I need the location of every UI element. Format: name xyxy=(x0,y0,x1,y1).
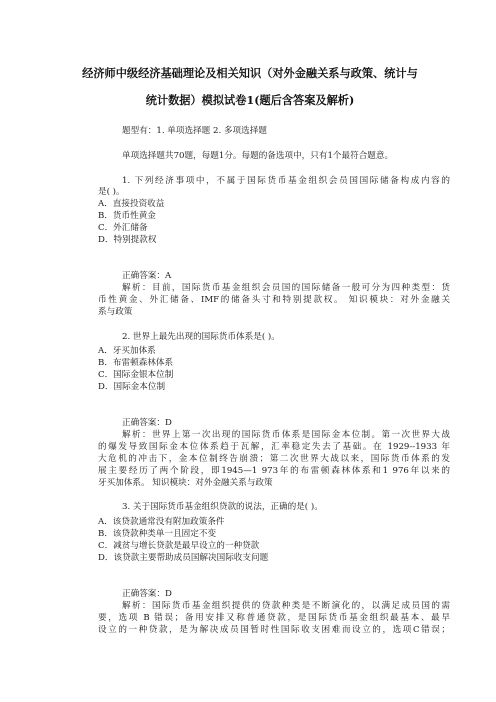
question-types: 题型有：1. 单项选择题 2. 多项选择题 xyxy=(122,126,267,136)
q1-option-c: C．外汇储备 xyxy=(98,223,148,233)
q2-analysis-line-2: 的爆发导致国际金本位体系趋于瓦解，汇率稳定失去了基础。在 1929--1933 年 xyxy=(98,442,450,452)
q3-option-d: D．该贷款主要帮助成员国解决国际收支问题 xyxy=(98,553,269,563)
q2-option-b: B．布雷顿森林体系 xyxy=(98,358,174,368)
q1-stem-line-2: 是( )。 xyxy=(98,187,125,197)
q3-option-b: B．该贷款种类单一且固定不变 xyxy=(98,529,217,539)
q2-analysis-line-1: 解析：世界上第一次出现的国际货币体系是国际金本位制。第一次世界大战 xyxy=(122,430,450,440)
q2-option-d: D．国际金本位制 xyxy=(98,382,166,392)
section-instruction: 单项选择题共70题，每题1分。每题的备选项中，只有1个最符合题意。 xyxy=(122,151,394,161)
q3-option-a: A．该贷款通常没有附加政策条件 xyxy=(98,517,225,527)
document-title-line-1: 经济师中级经济基础理论及相关知识（对外金融关系与政策、统计与 xyxy=(82,66,418,80)
q2-answer: 正确答案：D xyxy=(122,418,172,428)
q1-stem-line-1: 1. 下列经济事项中，不属于国际货币基金组织会员国国际储备构成内容的 xyxy=(122,176,450,186)
q1-option-b: B．货币性黄金 xyxy=(98,211,156,221)
q3-analysis-line-2: 要，选项 B 错误；备用安排又称普通贷款，是国际货币基金组织最基本、最早 xyxy=(98,613,450,623)
q2-analysis-line-3: 大危机的冲击下，金本位制终告崩溃；第二次世界大战以来，国际货币体系的发 xyxy=(98,454,450,464)
q1-analysis-line-3: 系与政策 xyxy=(98,307,133,317)
q3-analysis-line-1: 解析：国际货币基金组织提供的贷款种类是不断演化的，以满足成员国的需 xyxy=(122,601,450,611)
document-title-line-2: 统计数据）模拟试卷1(题后含答案及解析) xyxy=(145,93,355,107)
q3-option-c: C．减贫与增长贷款是最早设立的一种贷款 xyxy=(98,541,260,551)
q1-option-d: D．特别提款权 xyxy=(98,235,157,245)
q1-answer: 正确答案：A xyxy=(122,271,172,281)
q2-option-a: A．牙买加体系 xyxy=(98,346,156,356)
q1-analysis-line-1: 解析：目前，国际货币基金组织会员国的国际储备一般可分为四种类型：货 xyxy=(122,283,450,293)
q3-answer: 正确答案：D xyxy=(122,589,172,599)
q2-stem-line-1: 2. 世界上最先出现的国际货币体系是( )。 xyxy=(122,332,280,342)
q3-analysis-line-3: 设立的一种贷款，是为解决成员国暂时性国际收支困难而设立的，选项C错误； xyxy=(98,625,450,635)
q1-analysis-line-2: 币性黄金、外汇储备、IMF的储备头寸和特别提款权。 知识模块：对外金融关 xyxy=(98,295,450,305)
q1-option-a: A．直接投资收益 xyxy=(98,199,165,209)
q2-option-c: C．国际金银本位制 xyxy=(98,370,174,380)
q2-analysis-line-4: 展主要经历了两个阶段，即1945—1 973年的布雷顿森林体系和1 976年以来的 xyxy=(98,466,450,476)
q3-stem-line-1: 3. 关于国际货币基金组织贷款的说法，正确的是( )。 xyxy=(122,502,323,512)
q2-analysis-line-5: 牙买加体系。 知识模块：对外金融关系与政策 xyxy=(98,478,273,488)
